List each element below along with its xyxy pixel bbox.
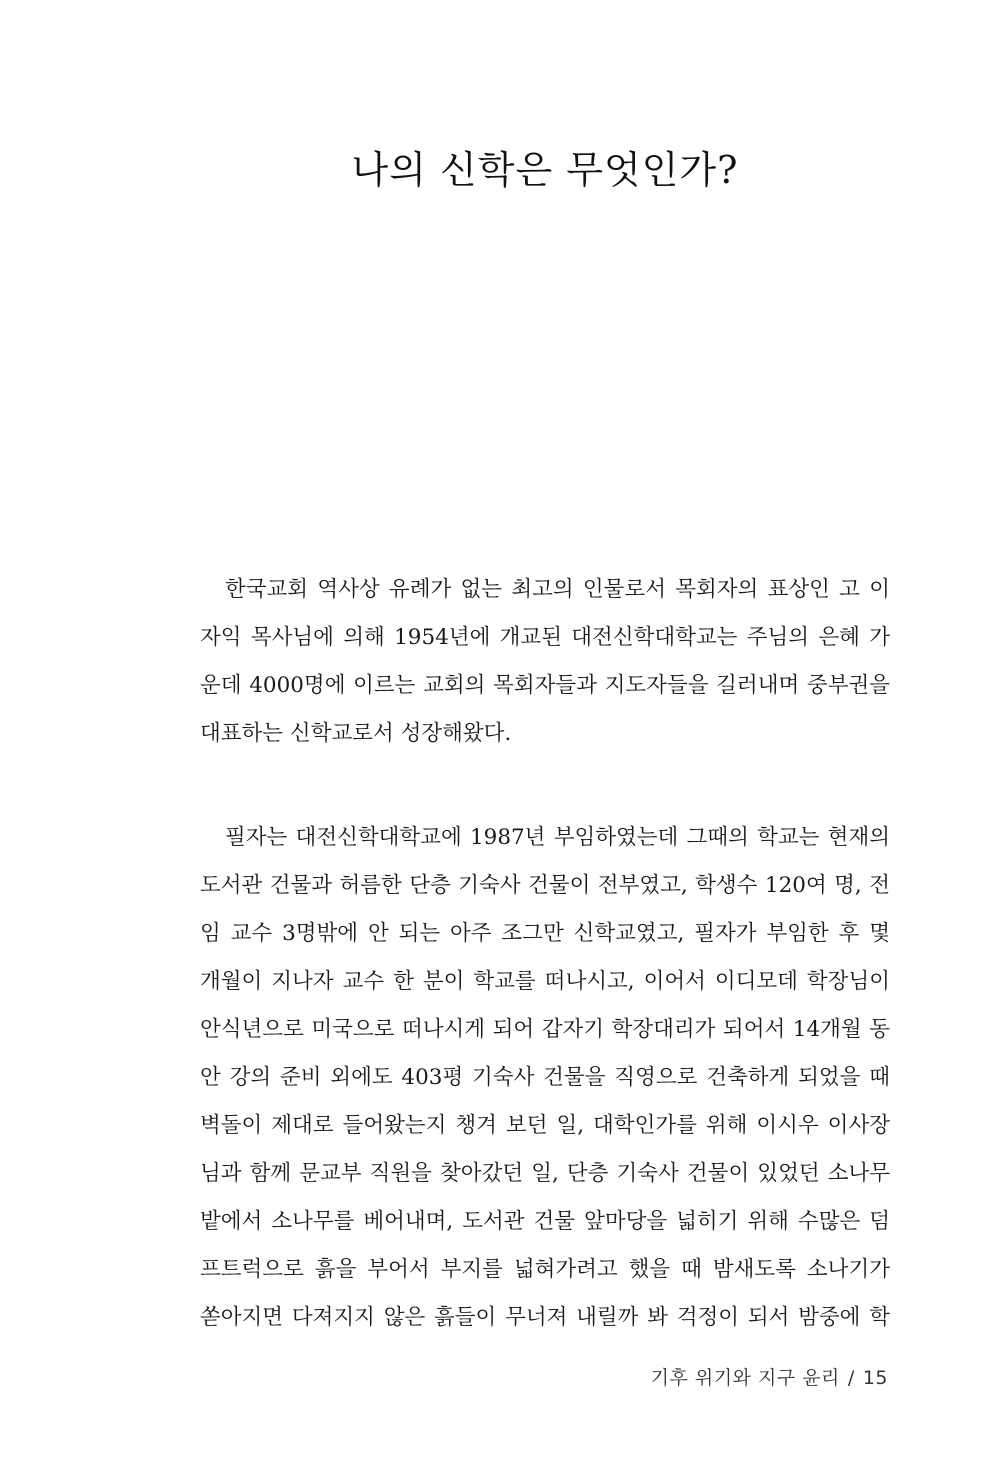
paragraph-line: 안 강의 준비 외에도 403평 기숙사 건물을 직영으로 건축하게 되었을 때 bbox=[200, 1065, 890, 1090]
paragraph-line: 대표하는 신학교로서 성장해왔다. bbox=[200, 721, 512, 746]
paragraph-2 bbox=[200, 814, 890, 1342]
paragraph-line: 밭에서 소나무를 베어내며, 도서관 건물 앞마당을 넓히기 위해 수많은 덤 bbox=[200, 1209, 890, 1234]
body-text bbox=[200, 566, 890, 1342]
paragraph-1 bbox=[200, 566, 890, 758]
paragraph-line: 한국교회 역사상 유례가 없는 최고의 인물로서 목회자의 표상인 고 이 bbox=[225, 577, 890, 602]
page-footer bbox=[651, 1366, 888, 1390]
paragraph-spacer bbox=[200, 758, 890, 814]
paragraph-line: 안식년으로 미국으로 떠나시게 되어 갑자기 학장대리가 되어서 14개월 동 bbox=[200, 1017, 890, 1042]
chapter-title: 나의 신학은 무엇인가? bbox=[351, 148, 739, 192]
paragraph-line: 쏟아지면 다져지지 않은 흙들이 무너져 내릴까 봐 걱정이 되서 밤중에 학 bbox=[200, 1305, 890, 1330]
page-number: 15 bbox=[862, 1367, 888, 1389]
paragraph-line: 자익 목사님에 의해 1954년에 개교된 대전신학대학교는 주님의 은혜 가 bbox=[200, 625, 890, 650]
paragraph-line: 필자는 대전신학대학교에 1987년 부임하였는데 그때의 학교는 현재의 bbox=[225, 825, 890, 850]
paragraph-line: 도서관 건물과 허름한 단층 기숙사 건물이 전부였고, 학생수 120여 명, 전 bbox=[200, 873, 890, 898]
paragraph-line: 프트럭으로 흙을 부어서 부지를 넓혀가려고 했을 때 밤새도록 소나기가 bbox=[200, 1257, 890, 1282]
paragraph-line: 님과 함께 문교부 직원을 찾아갔던 일, 단층 기숙사 건물이 있었던 소나무 bbox=[200, 1161, 890, 1186]
paragraph-line: 임 교수 3명밖에 안 되는 아주 조그만 신학교였고, 필자가 부임한 후 몇 bbox=[200, 921, 890, 946]
paragraph-line: 개월이 지나자 교수 한 분이 학교를 떠나시고, 이어서 이디모데 학장님이 bbox=[200, 969, 890, 994]
paragraph-line: 운데 4000명에 이르는 교회의 목회자들과 지도자들을 길러내며 중부권을 bbox=[200, 673, 890, 698]
paragraph-line: 벽돌이 제대로 들어왔는지 챙겨 보던 일, 대학인가를 위해 이시우 이사장 bbox=[200, 1113, 890, 1138]
running-title: 기후 위기와 지구 윤리 bbox=[650, 1367, 840, 1389]
footer-separator: / bbox=[847, 1367, 855, 1389]
